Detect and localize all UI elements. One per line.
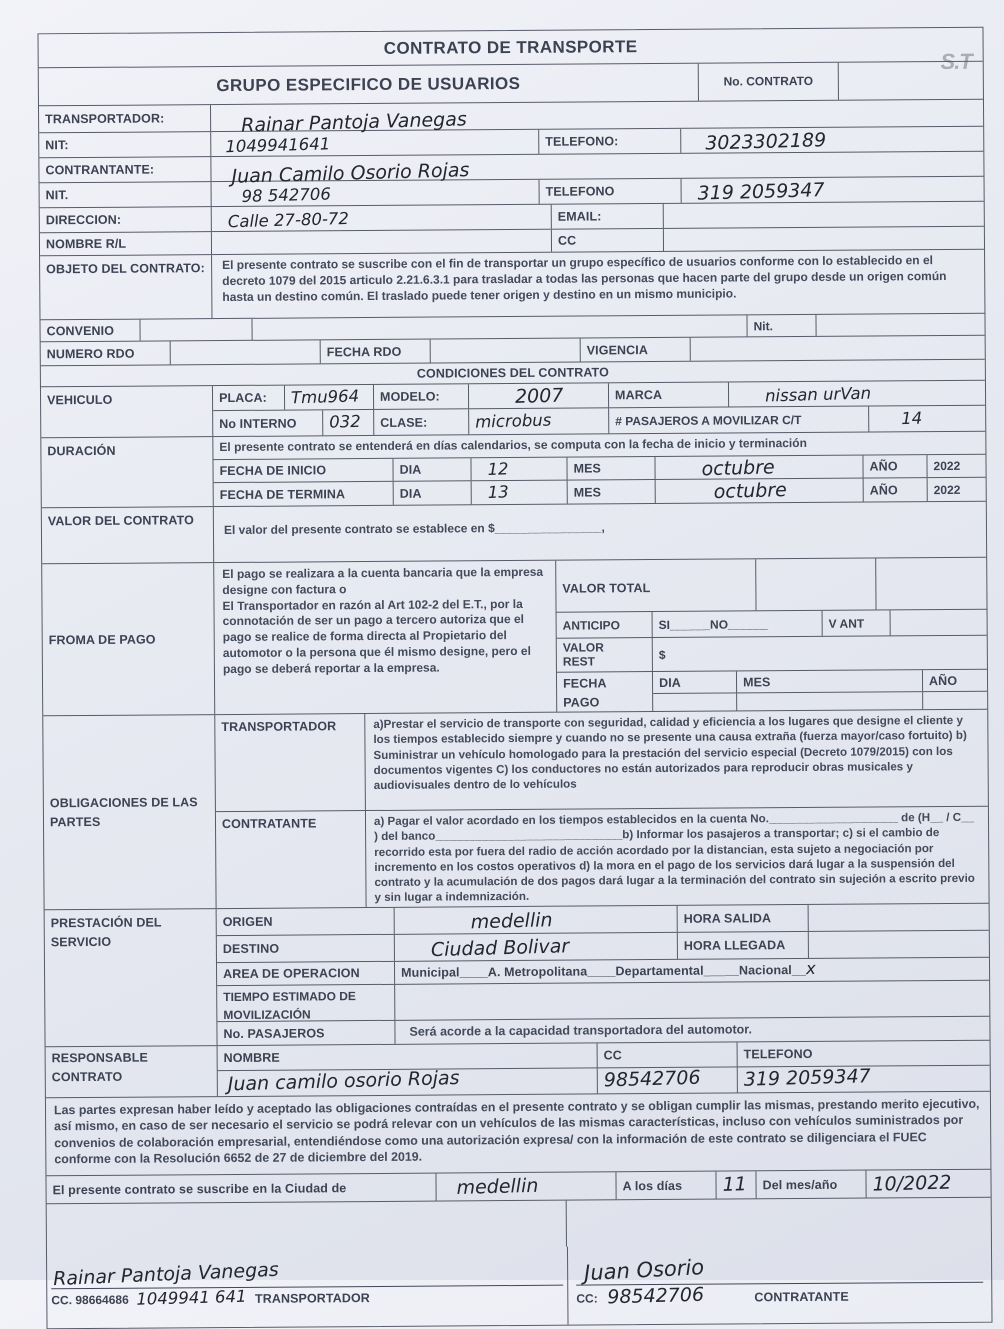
hora-llegada-value xyxy=(809,931,989,958)
transportador-cc-label: CC. 98664686 xyxy=(51,1292,129,1308)
contratante-cc-label: CC: xyxy=(576,1291,598,1306)
valor-label: VALOR DEL CONTRATO xyxy=(47,513,194,529)
pago-ano-value xyxy=(923,692,987,709)
forma-pago-text2: El Transportador en razón al Art 102-2 del E.T., por la connotación de ser un pago a tercero autoriza que el pago se realice de forma directa al Propietario del automotor o la persona que él mismo designe, pero el pago se deberá reportar a la empresa. xyxy=(222,596,531,677)
email-value xyxy=(664,202,984,228)
mes-label-1: MES xyxy=(573,461,601,476)
pago-mes-label: MES xyxy=(742,674,771,689)
responsable-telefono-label: TELEFONO xyxy=(743,1046,813,1062)
forma-pago-label: FROMA DE PAGO xyxy=(48,632,156,647)
contratante-cc-hand: 98542706 xyxy=(607,1283,705,1309)
fecha-inicio-label: FECHA DE INICIO xyxy=(219,463,327,479)
clase-label: CLASE: xyxy=(380,415,428,430)
contratante-value: Juan Camilo Osorio Rojas xyxy=(231,158,470,188)
obl-transportador-label: TRANSPORTADOR xyxy=(221,719,337,735)
transportador-signature: Rainar Pantoja Vanegas xyxy=(52,1258,280,1291)
placa-value: Tmu964 xyxy=(290,386,360,408)
condiciones-header: CONDICIONES DEL CONTRATO xyxy=(416,365,609,381)
vigencia-label: VIGENCIA xyxy=(586,342,648,357)
fecha-pago-values xyxy=(653,692,987,711)
transportador-role-label: TRANSPORTADOR xyxy=(254,1291,370,1306)
tiempo-label: TIEMPO ESTIMADO DE MOVILIZACIÓN xyxy=(223,989,356,1023)
objeto-label: OBJETO DEL CONTRATO: xyxy=(46,261,205,277)
ano-label-2: AÑO xyxy=(869,482,898,498)
pago-dia-value xyxy=(653,693,737,711)
convenio-nit-value xyxy=(816,314,984,336)
fecha-termina-label: FECHA DE TERMINA xyxy=(219,486,346,502)
hora-salida-label: HORA SALIDA xyxy=(683,911,772,926)
pasajeros-ct-label: # PASAJEROS A MOVILIZAR C/T xyxy=(615,412,802,428)
responsable-telefono-value: 319 2059347 xyxy=(743,1065,872,1091)
marca-value: nissan urVan xyxy=(764,383,872,406)
pago-ano-label: AÑO xyxy=(928,673,958,688)
dias-label: A los días xyxy=(622,1178,683,1193)
fecha-pago-label: FECHA PAGO xyxy=(562,676,607,710)
origen-value: medellin xyxy=(470,908,553,933)
objeto-section xyxy=(40,250,984,321)
st-logo: S.T xyxy=(940,48,972,75)
valor-blank: ________________, xyxy=(494,520,605,536)
valor-rest-row xyxy=(557,636,987,673)
nit1-label: NIT: xyxy=(45,138,69,153)
transportador-cc-hand: 1049941 641 xyxy=(136,1286,248,1309)
responsable-cc-value: 98542706 xyxy=(603,1066,701,1092)
responsable-label: RESPONSABLE CONTRATO xyxy=(51,1050,148,1084)
cc-value xyxy=(664,227,984,251)
area-operacion-label: AREA DE OPERACION xyxy=(223,966,360,982)
duracion-section xyxy=(41,432,985,509)
telefono1-value: 3023302189 xyxy=(704,128,827,155)
form-subtitle: GRUPO ESPECIFICO DE USUARIOS xyxy=(216,73,521,95)
no-contrato-label: No. CONTRATO xyxy=(723,73,814,89)
nombre-rl-value xyxy=(212,230,552,254)
valor-total-row xyxy=(556,558,986,613)
nombre-rl-label: NOMBRE R/L xyxy=(45,236,127,252)
obligaciones-section xyxy=(43,710,988,911)
responsable-nombre-label: NOMBRE xyxy=(223,1050,280,1066)
tiempo-row xyxy=(217,981,989,1022)
dias-value: 11 xyxy=(722,1173,748,1196)
prestacion-section xyxy=(45,904,990,1048)
clase-value: microbus xyxy=(474,410,552,432)
modelo-value: 2007 xyxy=(514,384,564,408)
objeto-text: El presente contrato se suscribe con el fin de transportar un grupo específico de usuarios conforme con lo establecido en el decreto 1079 del 2015 articulo 2.21.6.3.1 para trasladar a todas las personas que hacen parte del grupo desde un origen común hasta un destino común. El traslado puede tener origen y destino en un mismo municipio. xyxy=(222,253,947,304)
contract-form xyxy=(37,27,992,1329)
legal-row xyxy=(46,1092,991,1177)
fecha-termina-ano: 2022 xyxy=(933,482,961,497)
email-label: EMAIL: xyxy=(557,209,602,224)
v-ant-label: V ANT xyxy=(828,616,865,631)
vehiculo-label: VEHICULO xyxy=(47,392,113,408)
convenio-nit-label: Nit. xyxy=(753,318,773,333)
nit2-value: 98 542706 xyxy=(241,184,332,206)
transportador-value: Rainar Pantoja Vanegas xyxy=(240,107,468,137)
forma-pago-text1: El pago se realizara a la cuenta bancaria que la empresa designe con factura o xyxy=(222,564,544,597)
contratante-label: CONTRANTANTE: xyxy=(45,162,155,178)
origen-label: ORIGEN xyxy=(222,914,273,930)
scanned-contract-page xyxy=(37,27,992,1329)
spacer-band xyxy=(47,1198,991,1251)
destino-label: DESTINO xyxy=(222,941,280,957)
valor-rest-value: $ xyxy=(658,647,666,662)
numero-rdo-label: NUMERO RDO xyxy=(46,346,135,361)
obligaciones-transportador-row xyxy=(215,710,988,812)
fecha-termina-mes: octubre xyxy=(713,479,788,504)
destino-value: Ciudad Bolivar xyxy=(430,934,570,961)
valor-total-value xyxy=(756,558,876,610)
responsable-cc-label: CC xyxy=(603,1048,622,1063)
obl-contratante-label: CONTRATANTE xyxy=(221,816,317,832)
valor-rest-label: VALOR REST xyxy=(562,640,604,670)
fecha-inicio-dia: 12 xyxy=(487,459,509,479)
fecha-pago-row xyxy=(557,670,987,713)
obl-contratante-text: a) Pagar el valor acordado en los tiempos establecidos en la cuenta No.____________________ de (H__ / C__ ) del banco_____________________________b) Informar los pasajeros a transportar; c) si el cambio de recorrido esta por fuera del radio de acción acordado por la distancian, esta sujeto a negociación por incremento en los costos operativos d) la mora en el pago de los servicios dará lugar a la suspensión del contrato y la acumulación de dos pagos dará lugar a la terminación del contrato sin sujeción a escrito previo y sin lugar a indemnización. xyxy=(373,810,975,905)
v-ant-value xyxy=(891,610,987,636)
anticipo-row xyxy=(557,610,987,639)
no-contrato-value xyxy=(839,62,983,100)
vigencia-value xyxy=(691,336,985,361)
form-title: CONTRATO DE TRANSPORTE xyxy=(383,36,638,58)
fecha-rdo-label: FECHA RDO xyxy=(326,344,402,359)
direccion-label: DIRECCION: xyxy=(45,212,122,228)
no-pasajeros-text: Será acorde a la capacidad transportadora del automotor. xyxy=(409,1022,752,1039)
contratante-role-label: CONTRATANTE xyxy=(754,1289,849,1305)
anticipo-label: ANTICIPO xyxy=(562,617,621,633)
signatures-row xyxy=(47,1244,992,1329)
legal-text: Las partes expresan haber leído y aceptado las obligaciones contraídas en el presente contrato y se obligan cumplir las mismas, prestando merito ejecutivo, así mismo, en caso de ser necesario el servicio se podrá relevar con un vehículos de las mismas características, incluso con vehículos suministrados por convenios de colaboración empresarial, entendiéndose como una autorización expresa/ con la información de este contrato se diligenciara el FUEC conforme con la Resolución 6652 de 27 de diciembre del 2019. xyxy=(53,1096,980,1167)
valor-total-label: VALOR TOTAL xyxy=(562,580,651,596)
responsable-section xyxy=(46,1041,990,1099)
telefono2-value: 319 2059347 xyxy=(697,178,825,205)
obligaciones-label: OBLIGACIONES DE LAS PARTES xyxy=(49,794,198,829)
nit2-label: NIT. xyxy=(45,188,69,203)
transportador-label: TRANSPORTADOR: xyxy=(45,111,165,127)
valor-section xyxy=(42,502,986,565)
telefono2-label: TELEFONO xyxy=(545,184,615,199)
fecha-inicio-ano: 2022 xyxy=(933,458,961,474)
pasajeros-ct-value: 14 xyxy=(900,408,923,429)
obligaciones-contratante-row xyxy=(216,807,989,908)
nit1-value: 1049941641 xyxy=(225,134,331,156)
fecha-pago-header xyxy=(653,670,987,694)
mes-label-2: MES xyxy=(573,484,602,500)
convenio-value xyxy=(140,319,252,341)
placa-label: PLACA: xyxy=(218,390,267,406)
responsable-nombre-value: Juan camilo osorio Rojas xyxy=(227,1066,460,1096)
area-nacional-mark: x xyxy=(805,958,816,979)
no-pasajeros-label: No. PASAJEROS xyxy=(223,1025,325,1041)
suscribe-label: El presente contrato se suscribe en la Ciudad de xyxy=(52,1180,347,1197)
valor-text: El valor del presente contrato se establece en $ xyxy=(223,521,495,538)
area-operacion-text: Municipal____A. Metropolitana____Departamental_____Nacional__ xyxy=(401,962,806,980)
duracion-label: DURACIÓN xyxy=(47,443,116,459)
duracion-text: El presente contrato se entenderá en días calendarios, se computa con la fecha de inicio y terminación xyxy=(219,436,807,455)
mes-ano-label: Del mes/año xyxy=(762,1177,838,1192)
obl-transportador-text: a)Prestar el servicio de transporte con seguridad, calidad y eficiencia a los lugares que designe el cliente y los tiempos establecido siempre y cuando no se presente una causa extraña (fuerza mayor/caso fortuito) b) Suministrar un vehículo homologado para la prestación del servicio especial (Decreto 1079/2015) con los documentos vigentes C) los conductores no están autorizados para reproducir obras musicales y audiovisuales dentro de lo vehículos xyxy=(373,713,967,793)
prestacion-label: PRESTACIÓN DEL SERVICIO xyxy=(50,915,162,949)
fecha-termina-dia: 13 xyxy=(487,482,509,503)
forma-pago-section xyxy=(42,558,987,717)
pago-mes-value xyxy=(737,692,923,710)
mes-ano-value: 10/2022 xyxy=(872,1171,952,1196)
tiempo-value xyxy=(395,981,989,1020)
hora-llegada-label: HORA LLEGADA xyxy=(683,938,786,953)
interno-label: No INTERNO xyxy=(219,416,297,431)
fecha-rdo-value xyxy=(431,339,581,363)
modelo-label: MODELO: xyxy=(379,389,440,404)
cc-label: CC xyxy=(557,233,577,248)
marca-label: MARCA xyxy=(614,387,663,403)
ano-label-1: AÑO xyxy=(869,459,898,474)
vehiculo-section xyxy=(41,381,985,439)
numero-rdo-value xyxy=(171,340,321,364)
ciudad-value: medellin xyxy=(456,1174,539,1200)
pago-dia-label: DIA xyxy=(658,675,681,690)
dia-label-1: DIA xyxy=(399,462,422,477)
dia-label-2: DIA xyxy=(399,486,422,501)
anticipo-si-no: SI______NO______ xyxy=(658,616,769,632)
contratante-signature: Juan Osorio xyxy=(583,1255,705,1286)
fecha-inicio-mes: octubre xyxy=(701,455,775,480)
hora-salida-value xyxy=(809,904,989,931)
interno-value: 032 xyxy=(328,412,361,432)
telefono1-label: TELEFONO: xyxy=(545,134,619,149)
direccion-value: Calle 27-80-72 xyxy=(227,208,350,232)
convenio-label: CONVENIO xyxy=(46,323,115,338)
